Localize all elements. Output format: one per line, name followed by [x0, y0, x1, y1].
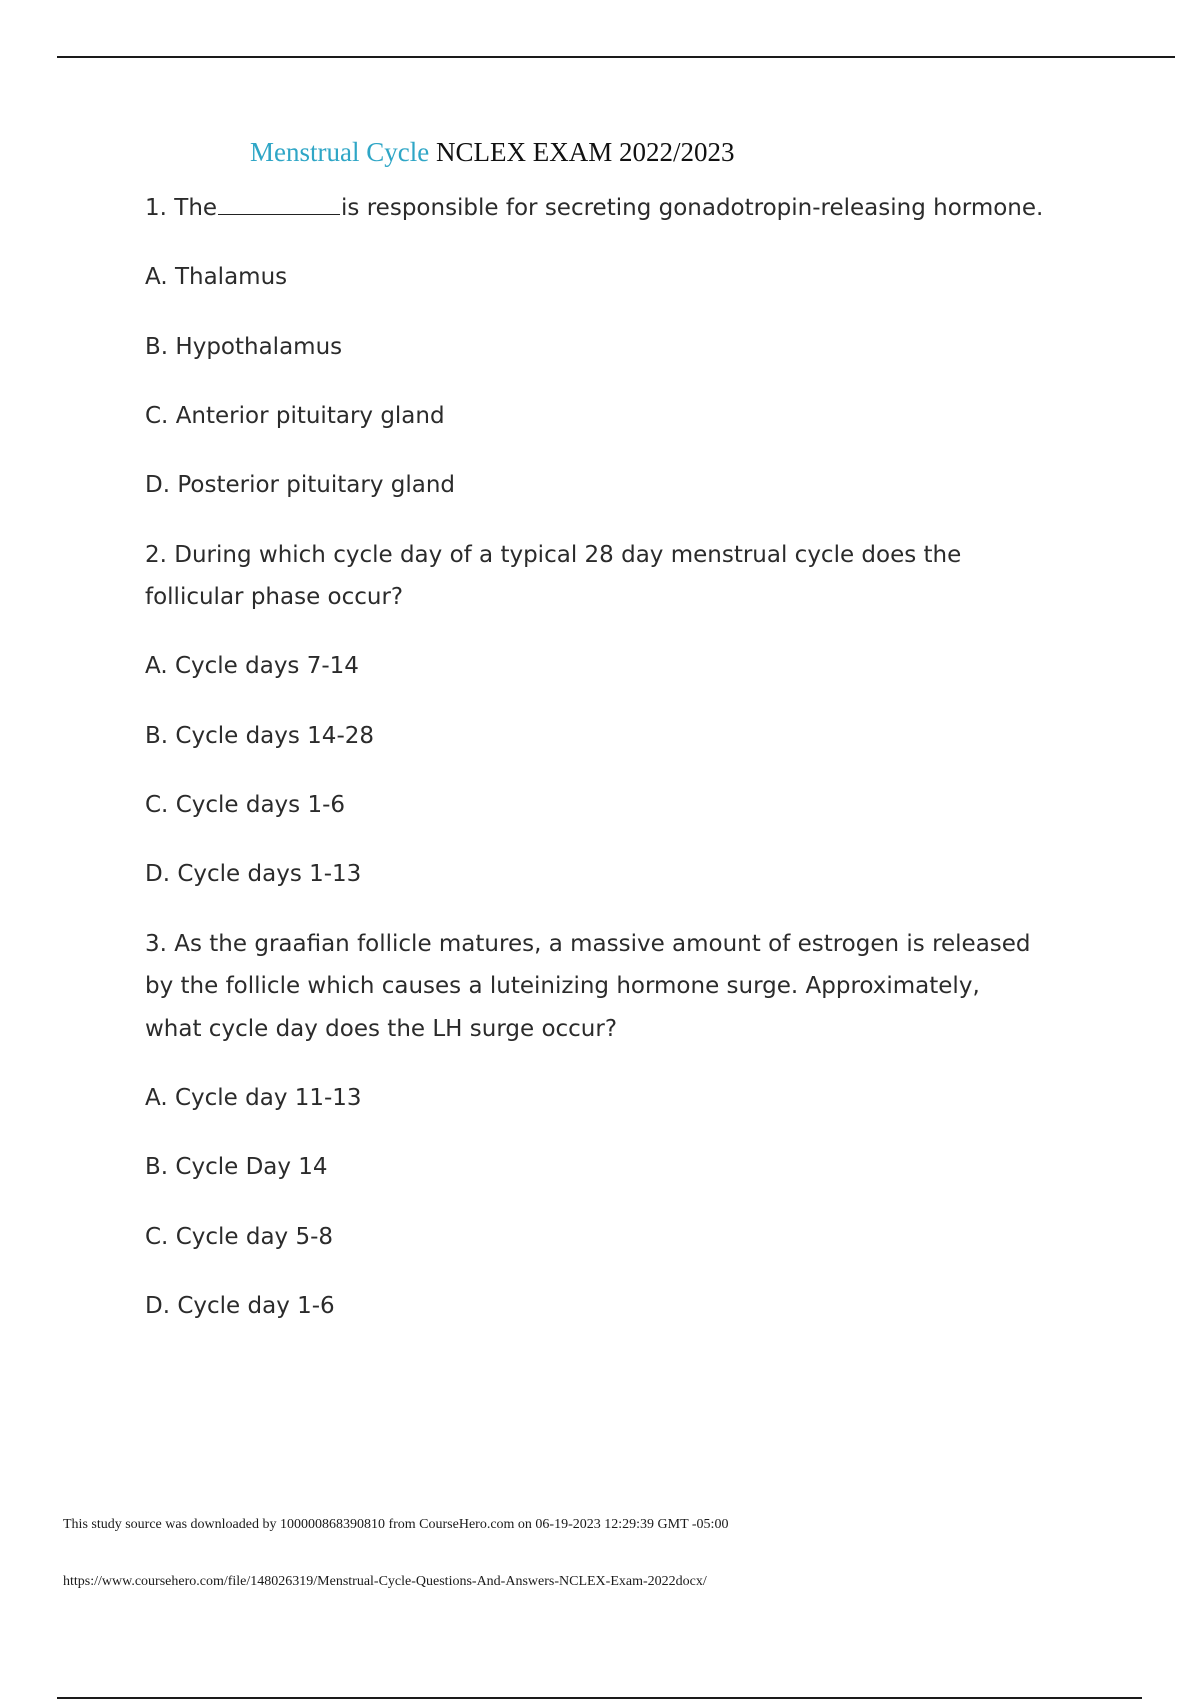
bottom-divider — [57, 1697, 1142, 1699]
question-3-option-b: B. Cycle Day 14 — [145, 1154, 328, 1180]
question-1: 1. The is responsible for secreting gonadotropin-releasing hormone. — [145, 195, 1044, 221]
top-divider — [57, 56, 1175, 58]
question-1-option-d: D. Posterior pituitary gland — [145, 472, 456, 498]
question-1-option-c: C. Anterior pituitary gland — [145, 403, 445, 429]
question-2-option-b: B. Cycle days 14-28 — [145, 723, 375, 749]
question-1-option-b: B. Hypothalamus — [145, 334, 343, 360]
question-2-option-c: C. Cycle days 1-6 — [145, 792, 346, 818]
title-rest: NCLEX EXAM 2022/2023 — [435, 137, 735, 167]
document-title — [250, 137, 734, 168]
question-2-option-a: A. Cycle days 7-14 — [145, 653, 359, 679]
download-notice: This study source was downloaded by 100000868390810 from CourseHero.com on 06-19-2023 12:29:39 GMT -05:00 — [63, 1517, 729, 1532]
question-3-option-d: D. Cycle day 1-6 — [145, 1293, 335, 1319]
question-3-option-c: C. Cycle day 5-8 — [145, 1224, 334, 1250]
title-accent: Menstrual Cycle — [250, 137, 430, 167]
question-1-option-a: A. Thalamus — [145, 264, 288, 290]
question-3-line-2: by the follicle which causes a luteinizing hormone surge. Approximately, — [145, 973, 980, 999]
source-url: https://www.coursehero.com/file/148026319/Menstrual-Cycle-Questions-And-Answers-NCLEX-Exam-2022docx/ — [63, 1574, 707, 1589]
question-3: 3. As the graafian follicle matures, a massive amount of estrogen is released — [145, 931, 1031, 957]
question-3-option-a: A. Cycle day 11-13 — [145, 1085, 362, 1111]
answer-blank — [218, 196, 340, 215]
question-3-line-3: what cycle day does the LH surge occur? — [145, 1016, 618, 1042]
question-2-option-d: D. Cycle days 1-13 — [145, 861, 362, 887]
question-2-line-2: follicular phase occur? — [145, 584, 404, 610]
question-2: 2. During which cycle day of a typical 28 day menstrual cycle does the — [145, 542, 962, 568]
